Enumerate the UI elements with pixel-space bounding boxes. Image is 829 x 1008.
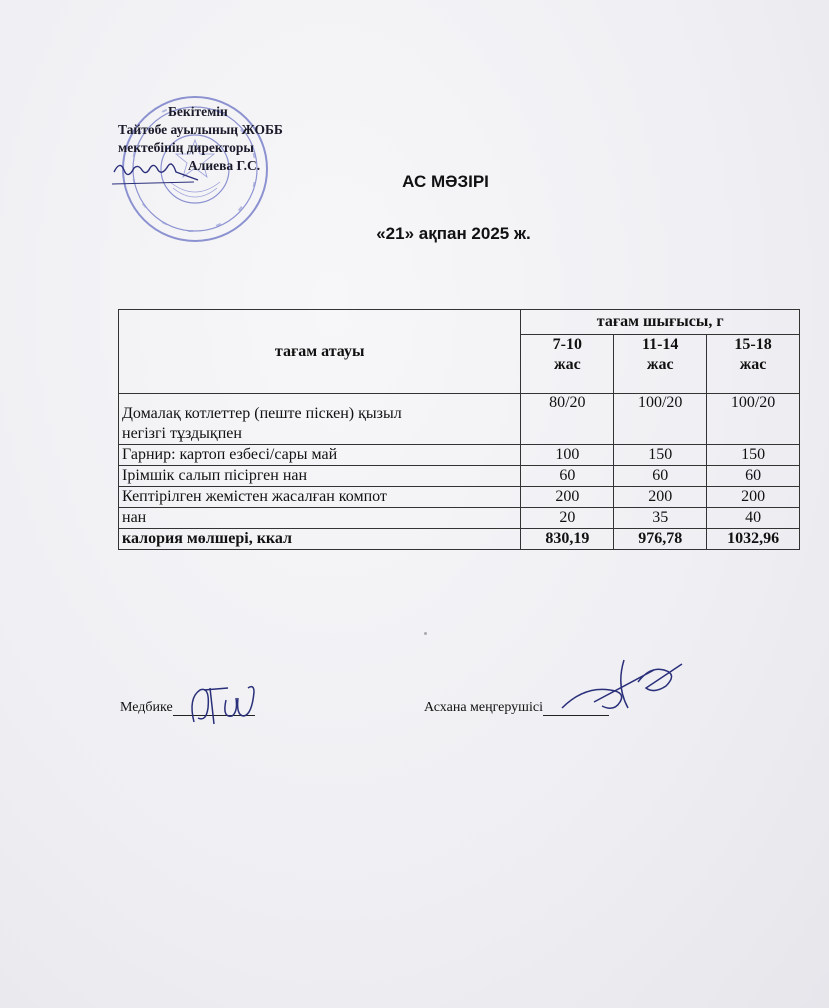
portion-value: 20 (521, 508, 614, 529)
age-range: 7-10 (552, 336, 582, 353)
portion-value: 200 (521, 487, 614, 508)
kitchen-head-signature (554, 656, 694, 718)
total-label: калория мөлшері, ккал (119, 529, 521, 550)
portion-value: 100/20 (614, 394, 707, 445)
table-row (119, 445, 800, 466)
dish-name (119, 394, 521, 445)
output-header: тағам шығысы, г (521, 310, 800, 335)
portion-value: 60 (521, 466, 614, 487)
portion-value: 35 (614, 508, 707, 529)
approval-line-approve: Бекітемін (168, 104, 228, 119)
table-row (119, 394, 800, 445)
portion-value: 150 (707, 445, 800, 466)
total-value: 976,78 (614, 529, 707, 550)
nurse-signature (180, 678, 270, 734)
portion-value: 150 (614, 445, 707, 466)
dish-name: Гарнир: картоп езбесі/сары май (119, 445, 521, 466)
portion-value: 200 (707, 487, 800, 508)
portion-value: 60 (614, 466, 707, 487)
age-range: 15-18 (734, 336, 772, 353)
menu-date: «21» ақпан 2025 ж. (376, 224, 531, 243)
total-value: 830,19 (521, 529, 614, 550)
table-row (119, 487, 800, 508)
dish-name: нан (119, 508, 521, 529)
total-value: 1032,96 (707, 529, 800, 550)
paper-speck (424, 632, 427, 635)
dish-name-line: Домалақ котлеттер (пеште піскен) қызыл (122, 405, 402, 422)
total-calories-row (119, 529, 800, 550)
age-group-header (521, 335, 614, 394)
nurse-label: Медбике (120, 700, 173, 715)
age-unit: жас (646, 356, 674, 373)
table-row (119, 508, 800, 529)
portion-value: 100/20 (707, 394, 800, 445)
menu-title: АС МӘЗІРІ (402, 172, 489, 191)
approval-line-position: мектебінің директоры (118, 140, 254, 155)
portion-value: 60 (707, 466, 800, 487)
approval-line-school: Тайтөбе ауылының ЖОББ (118, 122, 283, 137)
portion-value: 80/20 (521, 394, 614, 445)
age-range: 11-14 (641, 336, 679, 353)
dish-name-line: негізгі тұздықпен (122, 425, 242, 442)
director-signature (110, 150, 200, 190)
portion-value: 200 (614, 487, 707, 508)
dish-name: Кептірілген жемістен жасалған компот (119, 487, 521, 508)
portion-value: 100 (521, 445, 614, 466)
portion-value: 40 (707, 508, 800, 529)
age-unit: жас (739, 356, 767, 373)
kitchen-head-label: Асхана меңгерушісі (424, 700, 543, 715)
age-group-header (707, 335, 800, 394)
dish-name: Ірімшік салып пісірген нан (119, 466, 521, 487)
age-group-header (614, 335, 707, 394)
dish-name-header: тағам атауы (119, 310, 521, 394)
approval-line-director-name: Алиева Г.С. (188, 158, 261, 173)
menu-table (118, 309, 800, 550)
table-row (119, 466, 800, 487)
age-unit: жас (553, 356, 581, 373)
